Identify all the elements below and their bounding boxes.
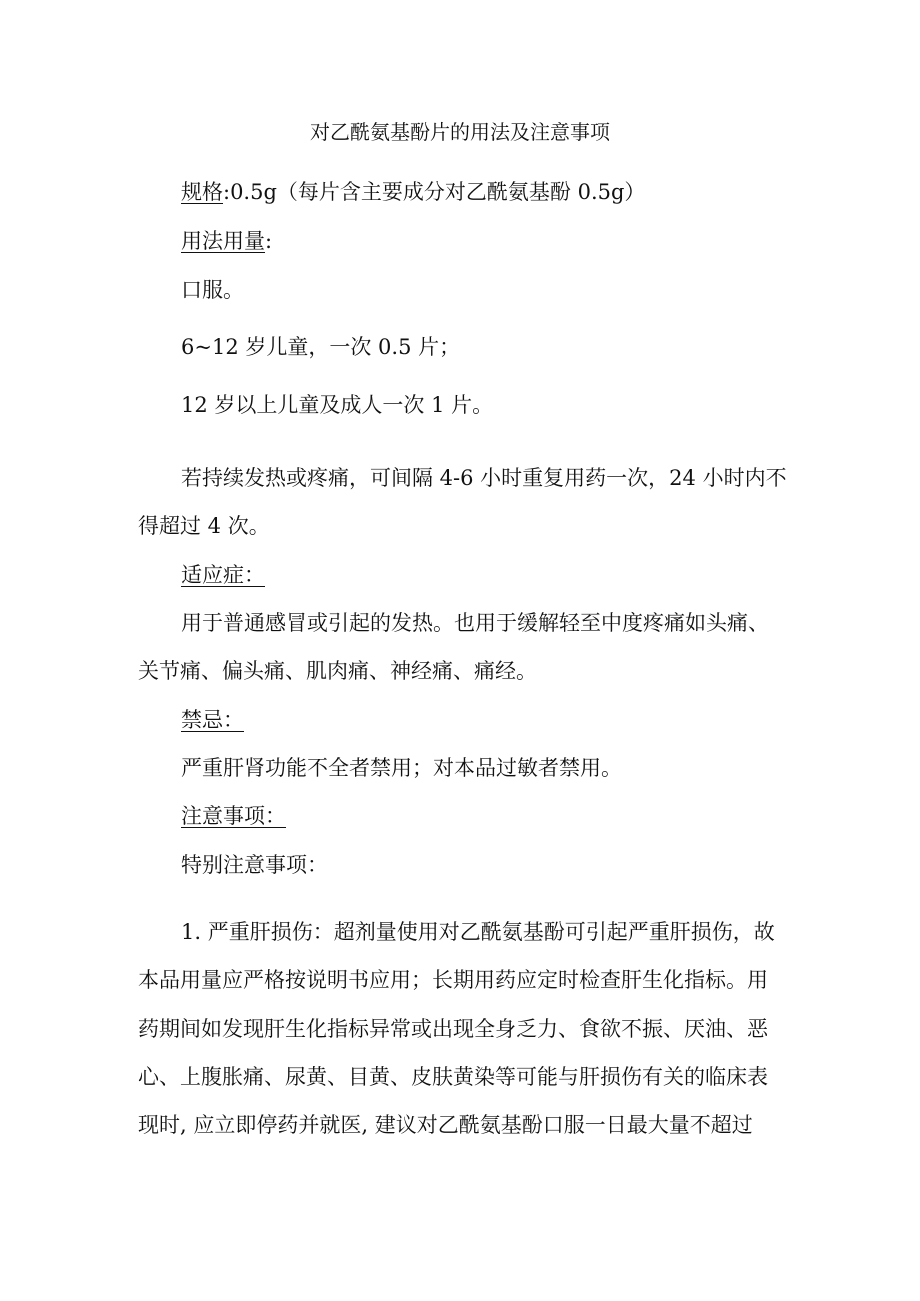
indication-heading [181, 565, 265, 586]
precaution-item-line: 本品用量应严格按说明书应用；长期用药应定时检查肝生化指标。用 [138, 968, 768, 992]
indication-line: 关节痛、偏头痛、肌肉痛、神经痛、痛经。 [138, 659, 537, 683]
spec-text: :0.5g（每片含主要成分对乙酰氨基酚 0.5g） [223, 180, 646, 204]
precautions-subheading: 特别注意事项： [181, 853, 328, 877]
contraindication-text: 严重肝肾功能不全者禁用；对本品过敏者禁用。 [181, 756, 622, 780]
usage-line: 12 岁以上儿童及成人一次 1 片。 [181, 393, 494, 417]
precaution-item-line: 现时, 应立即停药并就医, 建议对乙酰氨基酚口服一日最大量不超过 [138, 1113, 753, 1137]
repeat-dose-line: 得超过 4 次。 [138, 514, 270, 538]
precautions-label: 注意事项： [181, 804, 286, 828]
document-title: 对乙酰氨基酚片的用法及注意事项 [310, 120, 610, 144]
usage-colon: : [265, 229, 273, 253]
indication-line: 用于普通感冒或引起的发热。也用于缓解轻至中度疼痛如头痛、 [181, 611, 769, 635]
usage-label: 用法用量 [181, 229, 265, 253]
usage-line: 口服。 [181, 278, 244, 302]
precaution-item-line: 心、上腹胀痛、尿黄、目黄、皮肤黄染等可能与肝损伤有关的临床表 [138, 1065, 768, 1089]
indication-label: 适应症： [181, 563, 265, 587]
contraindication-heading [181, 710, 244, 731]
usage-line: 6~12 岁儿童，一次 0.5 片； [181, 335, 461, 359]
repeat-dose-line: 若持续发热或疼痛，可间隔 4-6 小时重复用药一次，24 小时内不 [181, 466, 787, 490]
contraindication-label: 禁忌： [181, 708, 244, 732]
spec-line [181, 182, 645, 203]
precautions-heading [181, 806, 286, 827]
usage-heading [181, 231, 272, 252]
precaution-item-line: 药期间如发现肝生化指标异常或出现全身乏力、食欲不振、厌油、恶 [138, 1017, 768, 1041]
spec-label: 规格 [181, 180, 223, 204]
precaution-item-line: 1. 严重肝损伤：超剂量使用对乙酰氨基酚可引起严重肝损伤，故 [181, 920, 775, 944]
